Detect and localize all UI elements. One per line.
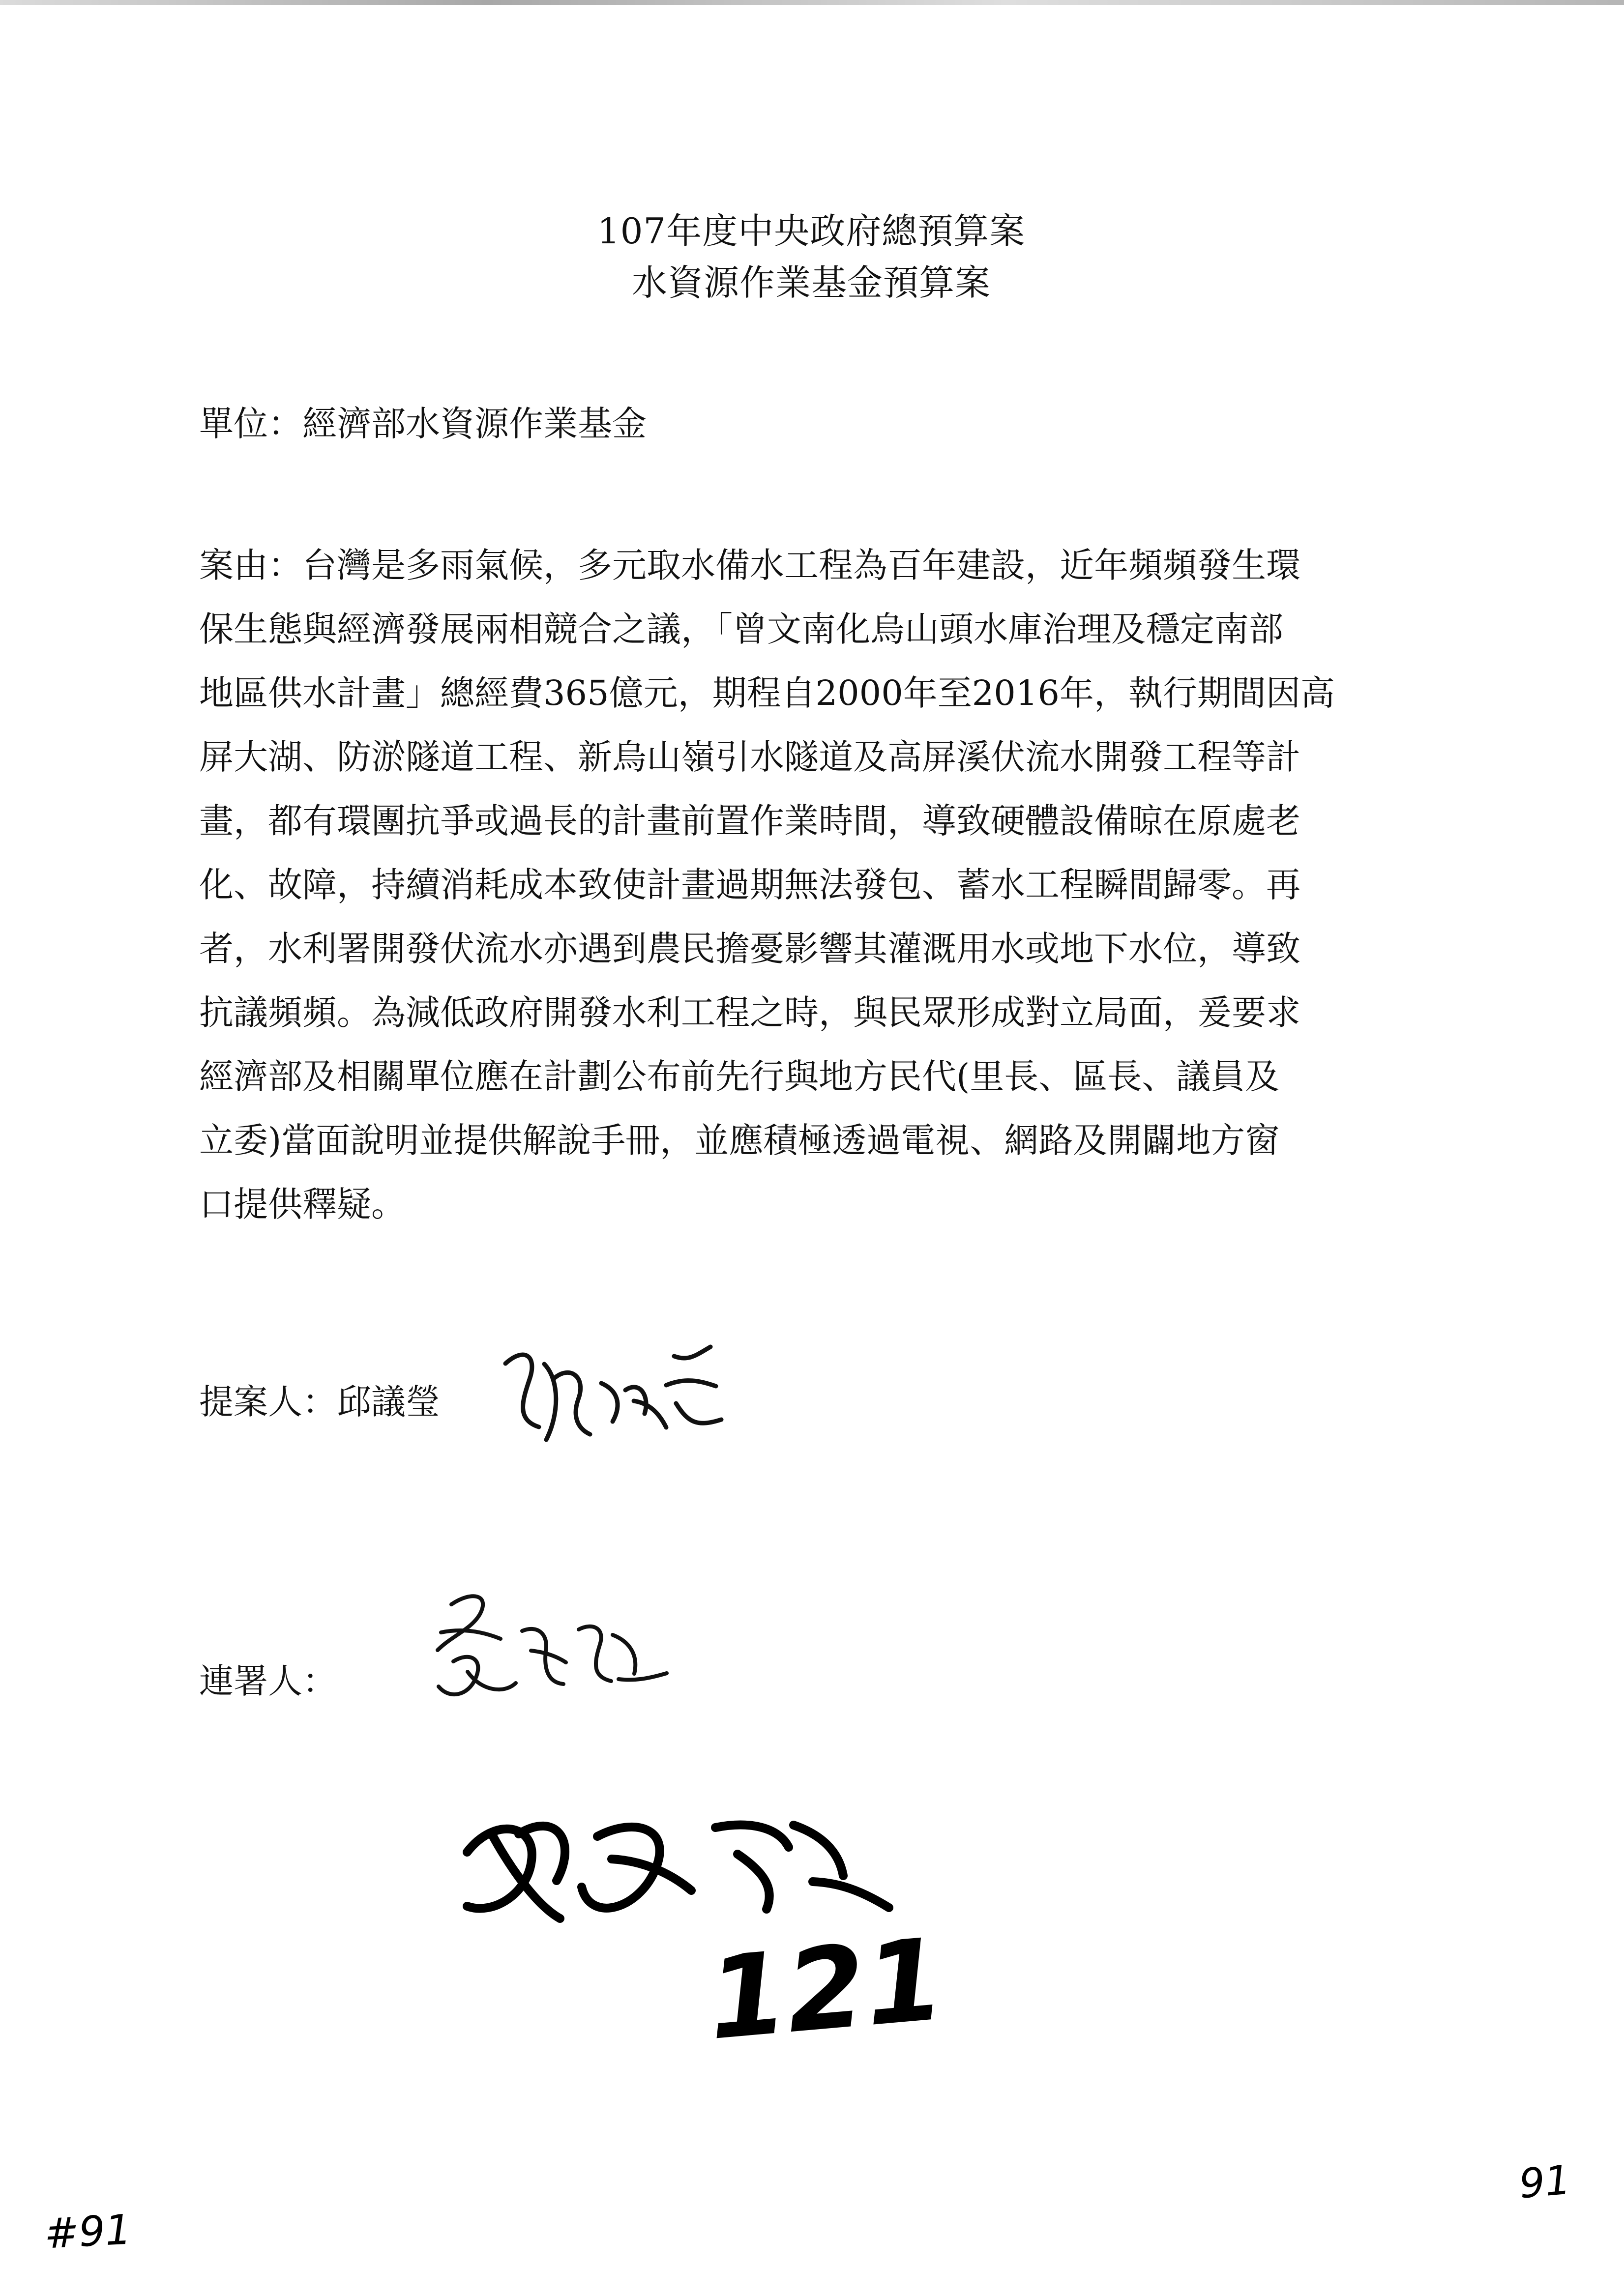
reason-line-7: 者，水利署開發伏流水亦遇到農民擔憂影響其灌溉用水或地下水位，導致 [199, 929, 1300, 969]
reason-line-8: 抗議頻頻。為減低政府開發水利工程之時，與民眾形成對立局面，爰要求 [199, 992, 1300, 1033]
document-title-line-2: 水資源作業基金預算案 [631, 262, 991, 303]
document-title-line-1: 107年度中央政府總預算案 [597, 210, 1026, 252]
reason-line-9: 經濟部及相關單位應在計劃公布前先行與地方民代(里長、區長、議員及 [199, 1056, 1280, 1097]
reason-line-3: 地區供水計畫」總經費365億元，期程自2000年至2016年，執行期間因高 [199, 673, 1335, 713]
page-mark-left: #91 [43, 2205, 133, 2258]
reason-line-4: 屏大湖、防淤隧道工程、新烏山嶺引水隧道及高屏溪伏流水開發工程等計 [199, 737, 1300, 777]
page-mark-right: 91 [1517, 2156, 1573, 2208]
reason-line-11: 口提供釋疑。 [199, 1184, 406, 1224]
scan-edge-artifact [0, 0, 1624, 5]
cosigner-signature-1 [423, 1588, 679, 1740]
reason-line-10: 立委)當面說明並提供解說手冊，並應積極透過電視、網路及開闢地方窗 [199, 1120, 1280, 1161]
reason-line-6: 化、故障，持續消耗成本致使計畫過期無法發包、蓄水工程瞬間歸零。再 [199, 865, 1300, 905]
proposer-label: 提案人：邱議瑩 [199, 1382, 440, 1422]
proposer-signature [497, 1337, 728, 1460]
reason-line-2: 保生態與經濟發展兩相競合之議，「曾文南化烏山頭水庫治理及穩定南部 [199, 609, 1283, 649]
reason-paragraph [199, 533, 1438, 1236]
cosigner-label: 連署人： [199, 1661, 337, 1701]
reason-line-5: 畫，都有環團抗爭或過長的計畫前置作業時間，導致硬體設備晾在原處老 [199, 801, 1300, 841]
reason-line-1: 案由：台灣是多雨氣候，多元取水備水工程為百年建設，近年頻頻發生環 [199, 545, 1300, 585]
handwritten-number: 121 [703, 1914, 949, 2066]
unit-line: 單位：經濟部水資源作業基金 [199, 404, 647, 444]
